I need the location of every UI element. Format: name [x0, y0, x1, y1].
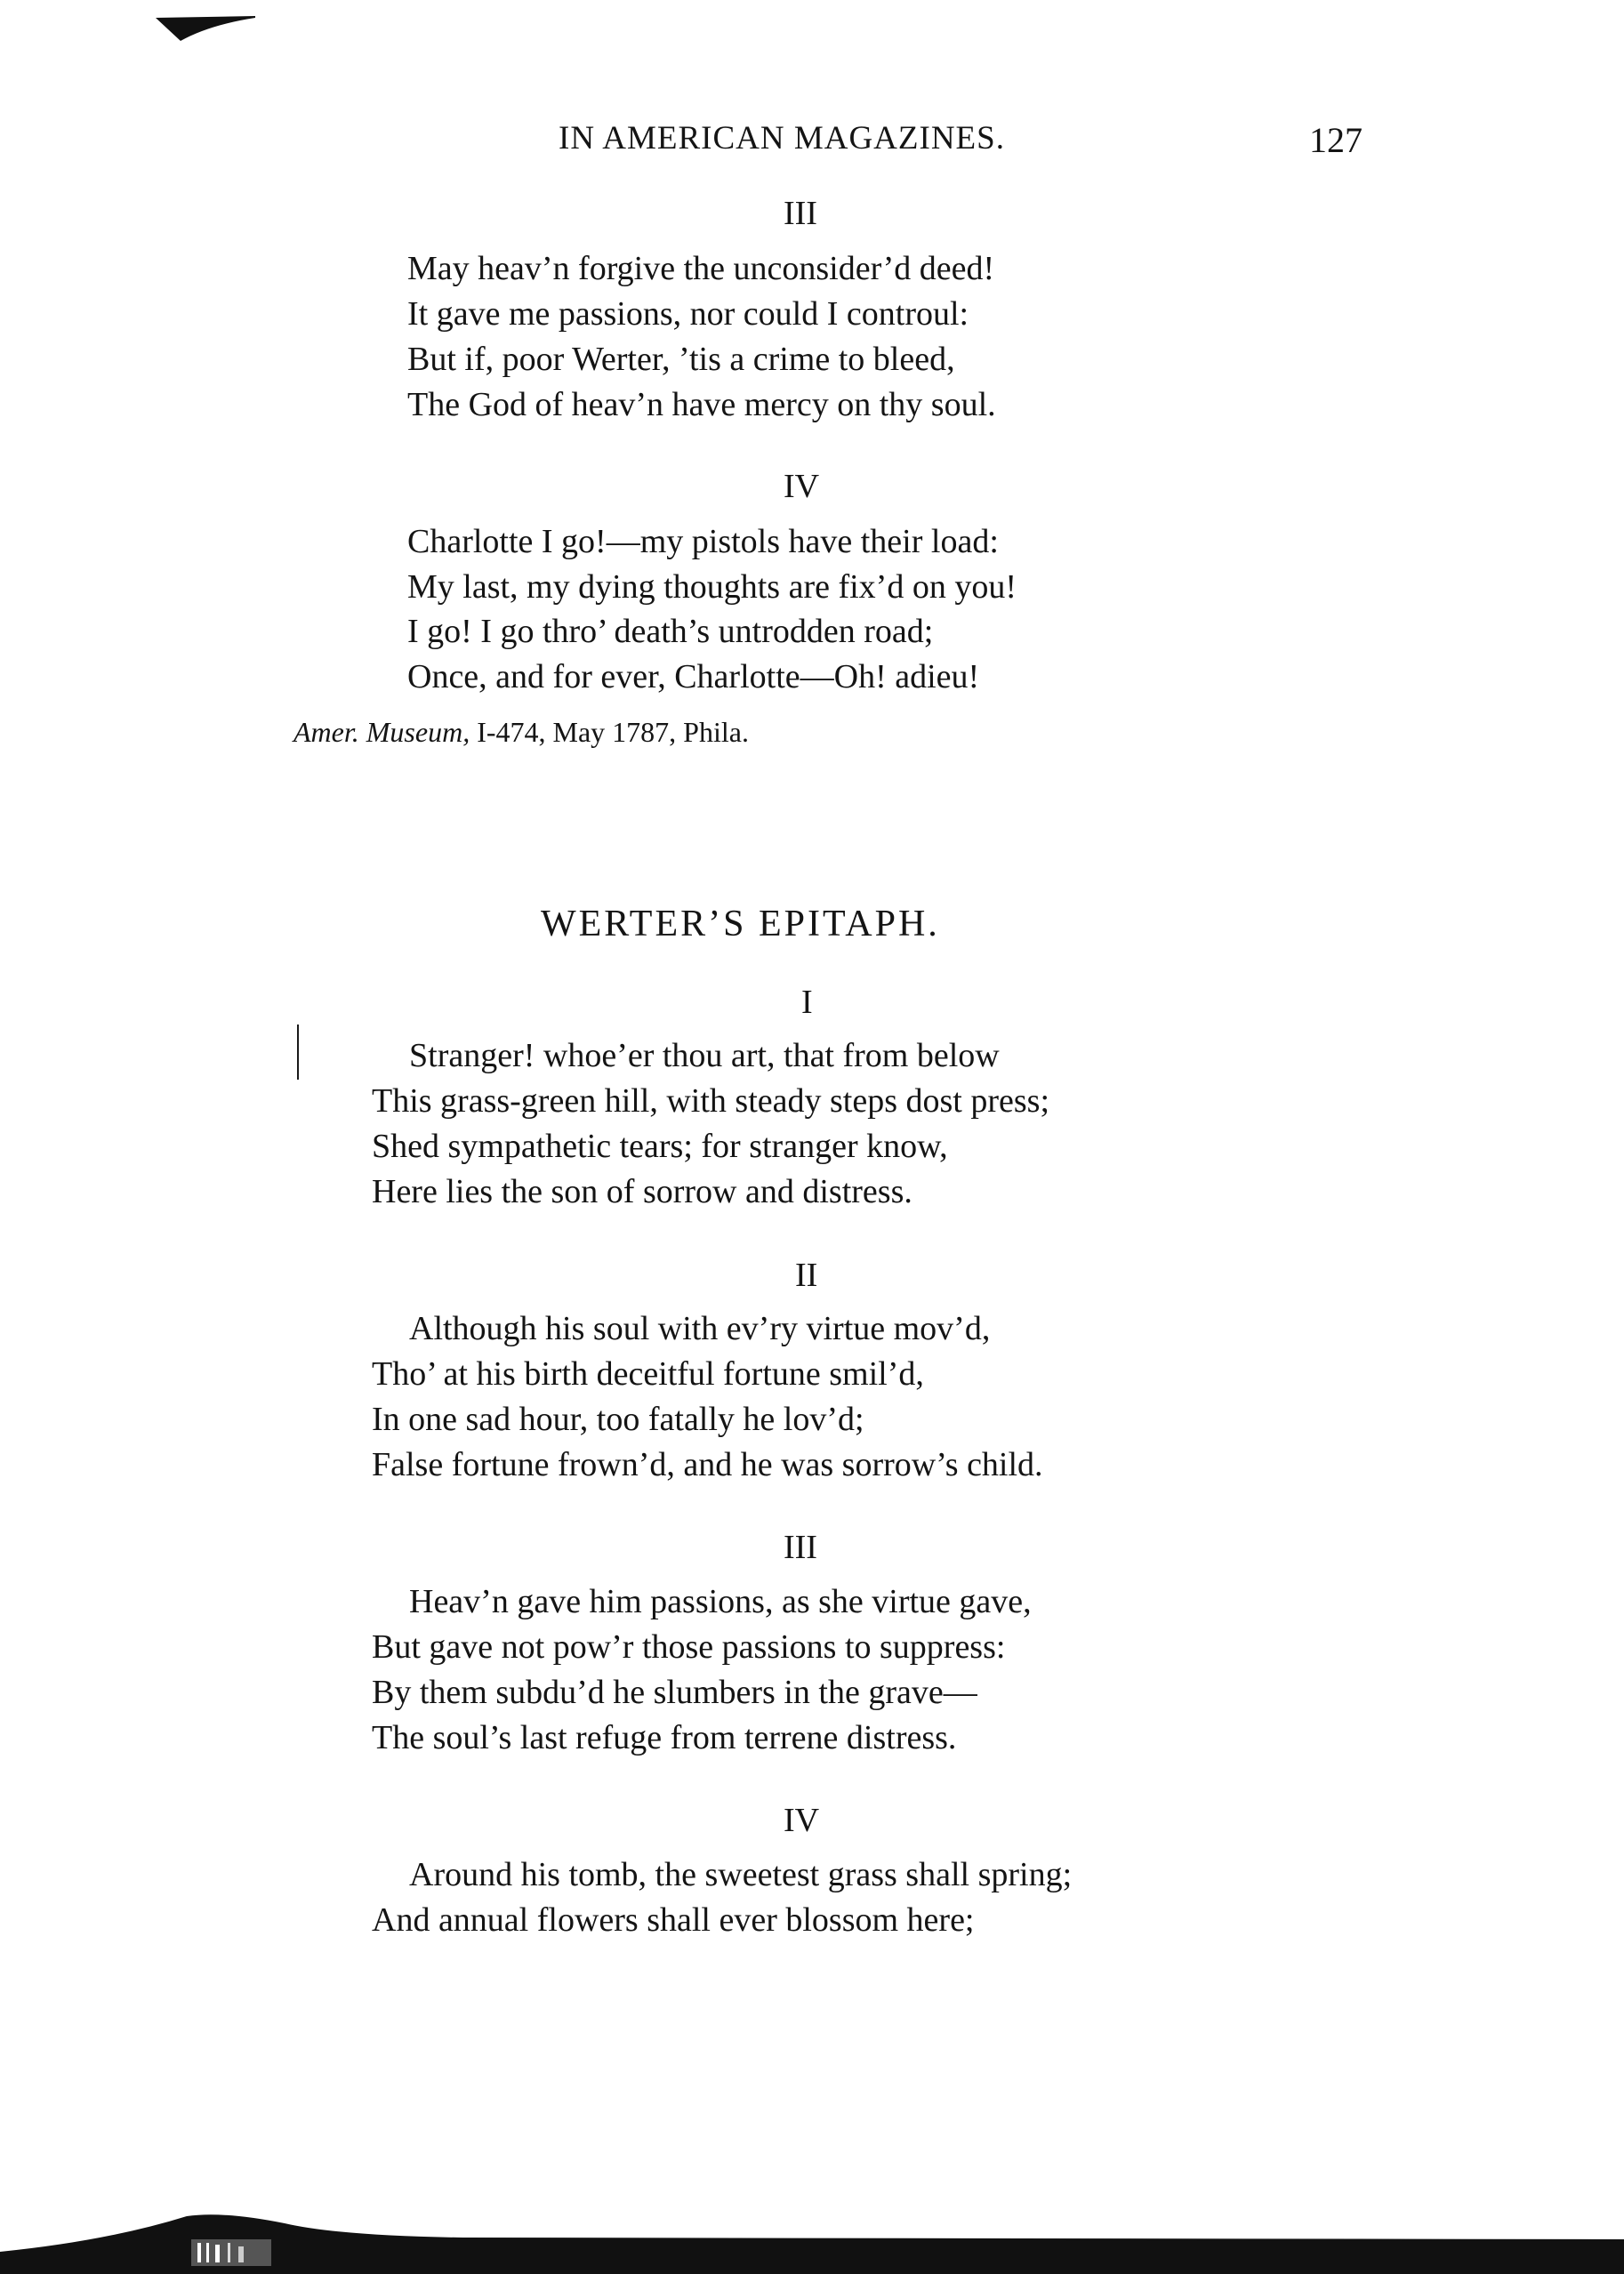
stanza-number: IV — [784, 468, 820, 505]
verse-line: Shed sympathetic tears; for stranger know, — [372, 1128, 948, 1165]
verse-line: This grass-green hill, with steady steps dost press; — [372, 1082, 1050, 1120]
verse-line: Charlotte I go!—my pistols have their load: — [407, 523, 999, 560]
verse-line: In one sad hour, too fatally he lov’d; — [372, 1401, 864, 1438]
verse-line: Once, and for ever, Charlotte—Oh! adieu! — [407, 658, 980, 695]
scan-bottom-edge — [0, 2188, 1624, 2274]
source-details: I-474, May 1787, Phila. — [477, 716, 749, 748]
source-citation — [293, 716, 749, 749]
verse-line: Stranger! whoe’er thou art, that from below — [409, 1037, 1000, 1074]
verse-line: May heav’n forgive the unconsider’d deed! — [407, 250, 995, 287]
margin-mark — [297, 1025, 299, 1080]
verse-line: The God of heav’n have mercy on thy soul. — [407, 386, 996, 423]
source-journal: Amer. Museum, — [293, 716, 470, 748]
stanza-number: IV — [784, 1802, 820, 1839]
stanza-number: II — [795, 1257, 818, 1294]
stanza-number: I — [801, 984, 813, 1021]
verse-line: Although his soul with ev’ry virtue mov’d, — [409, 1310, 991, 1347]
verse-line: Heav’n gave him passions, as she virtue gave, — [409, 1583, 1032, 1620]
verse-line: But if, poor Werter, ’tis a crime to bleed, — [407, 341, 955, 378]
stanza-number: III — [784, 1529, 817, 1566]
page-number: 127 — [1309, 120, 1363, 160]
verse-line: I go! I go thro’ death’s untrodden road; — [407, 613, 934, 650]
scan-corner-mark — [156, 9, 262, 44]
verse-line: Tho’ at his birth deceitful fortune smil’d, — [372, 1355, 924, 1393]
verse-line: And annual flowers shall ever blossom here; — [372, 1901, 975, 1939]
verse-line: Around his tomb, the sweetest grass shall spring; — [409, 1856, 1073, 1893]
verse-line: False fortune frown’d, and he was sorrow’s child. — [372, 1446, 1043, 1483]
stanza-number: III — [784, 195, 817, 232]
poem-title: WERTER’S EPITAPH. — [541, 904, 940, 944]
verse-line: By them subdu’d he slumbers in the grave— — [372, 1674, 977, 1711]
verse-line: But gave not pow’r those passions to suppress: — [372, 1628, 1006, 1666]
verse-line: The soul’s last refuge from terrene distress. — [372, 1719, 957, 1756]
running-head: IN AMERICAN MAGAZINES. — [559, 120, 1005, 157]
verse-line: Here lies the son of sorrow and distress. — [372, 1173, 912, 1210]
verse-line: My last, my dying thoughts are fix’d on you! — [407, 568, 1017, 606]
verse-line: It gave me passions, nor could I controul: — [407, 295, 969, 333]
